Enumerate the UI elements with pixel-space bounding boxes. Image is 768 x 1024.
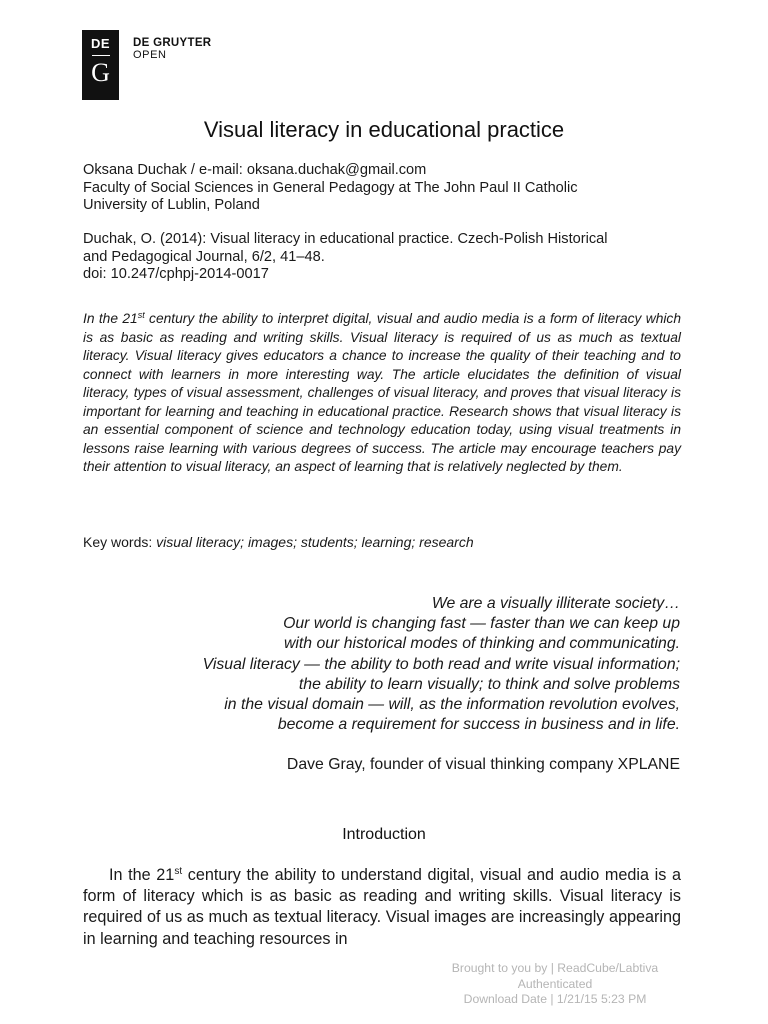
logo-name: DE GRUYTER	[133, 37, 212, 49]
logo-mark-top: DE	[90, 36, 111, 51]
epigraph-attribution: Dave Gray, founder of visual thinking company XPLANE	[286, 756, 680, 773]
footer-line: Download Date | 1/21/15 5:23 PM	[463, 992, 647, 1006]
citation-line: Duchak, O. (2014): Visual literacy in educational practice. Czech-Polish Historical	[83, 231, 608, 247]
keywords	[83, 534, 683, 550]
logo-sub: OPEN	[133, 49, 167, 61]
abstract-text: century the ability to interpret digital, visual and audio media is a form of literacy which is as basic as reading and writing skills. Visual literacy is required of us as much as textual literacy. Visual literacy gives educators a chance to increase the quality of their teaching and to connect with learners in more interesting way. The article elucidates the definition of visual literacy, types of visual assessment, challenges of visual literacy, and proves that visual literacy is important for learning and teaching in educational practice. Research shows that visual literacy is an essential component of science and technology education today, using visual treatments in lessons raise learning with various degrees of success. The article may encourage teachers pay their attention to visual literacy, an aspect of learning that is relatively neglected by them.	[83, 311, 682, 474]
epigraph-line: become a requirement for success in business and in life.	[277, 716, 680, 734]
author-block	[83, 162, 683, 215]
epigraph-line: Our world is changing fast — faster than we can keep up	[283, 615, 680, 633]
affiliation-line: University of Lublin, Poland	[83, 197, 260, 213]
publisher-logo	[82, 30, 222, 100]
epigraph-line: the ability to learn visually; to think and solve problems	[298, 675, 680, 693]
footer-line: Brought to you by | ReadCube/Labtiva	[451, 961, 659, 975]
intro-text: century the ability to understand digital, visual and audio media is a form of literacy which is as basic as reading and writing skills. Visual literacy is required of us as much as textual literacy. Visual images are increasingly appearing in learning and teaching resources in	[83, 866, 681, 948]
epigraph-line: with our historical modes of thinking and communicating.	[284, 635, 680, 653]
citation-block	[83, 231, 683, 284]
intro-paragraph	[83, 865, 681, 950]
epigraph	[80, 594, 680, 735]
intro-prefix: In the 21	[109, 866, 175, 884]
affiliation-line: Faculty of Social Sciences in General Pedagogy at The John Paul II Catholic	[83, 179, 578, 196]
keywords-label: Key words:	[83, 534, 157, 550]
logo-mark	[82, 30, 119, 100]
citation-line: and Pedagogical Journal, 6/2, 41–48.	[83, 248, 325, 265]
epigraph-line: in the visual domain — will, as the information revolution evolves,	[224, 696, 680, 714]
abstract	[83, 310, 681, 477]
download-footer	[400, 961, 710, 1008]
footer-line: Authenticated	[517, 976, 593, 991]
doi-line: doi: 10.247/cphpj-2014-0017	[83, 266, 269, 282]
abstract-superscript: st	[137, 310, 145, 320]
epigraph-line: We are a visually illiterate society…	[431, 595, 680, 612]
abstract-prefix: In the 21	[83, 311, 138, 326]
epigraph-line: Visual literacy — the ability to both read and write visual information;	[202, 655, 680, 673]
logo-divider	[92, 55, 110, 56]
logo-wordmark	[133, 37, 211, 61]
section-heading: Introduction	[342, 826, 426, 843]
intro-superscript: st	[174, 866, 183, 877]
keywords-values: visual literacy; images; students; learning; research	[156, 534, 474, 550]
article-title: Visual literacy in educational practice	[203, 117, 565, 142]
logo-mark-bottom: G	[91, 58, 110, 87]
author-line: Oksana Duchak / e-mail: oksana.duchak@gmail.com	[83, 162, 427, 178]
